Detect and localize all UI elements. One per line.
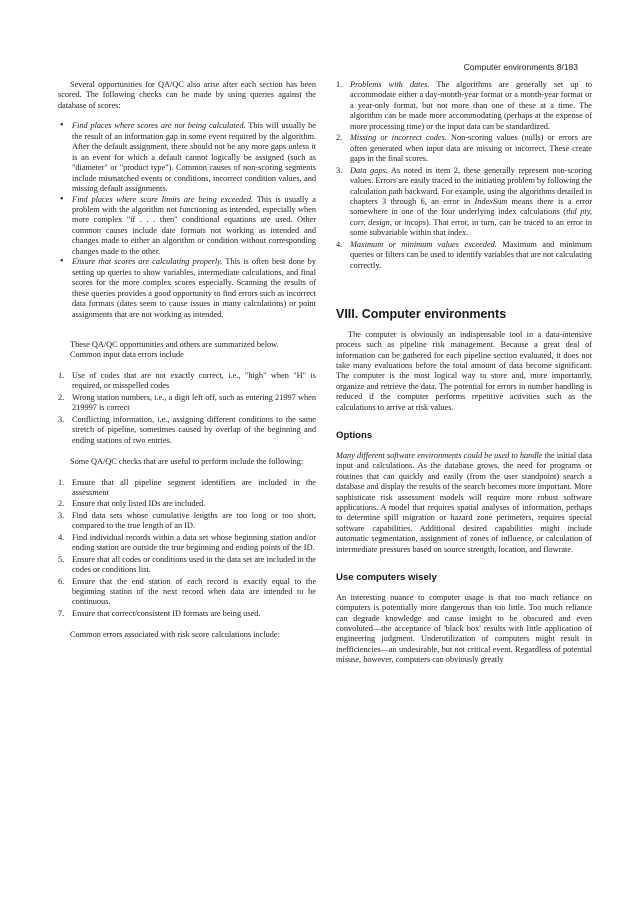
list-item-text: Ensure that all pipeline segment identifiers are included in the assessment xyxy=(72,477,316,497)
item-lead: Missing or incorrect codes. xyxy=(350,133,447,143)
list-item: 2. Wrong station numbers, i.e., a digit left off, such as entering 21997 when 219997 is correct xyxy=(58,392,316,413)
qaqc-bullet-list xyxy=(58,121,316,320)
qaqc-checks-list xyxy=(58,478,316,620)
right-column xyxy=(336,80,592,666)
options-lead: Many different software environments could be used to handle xyxy=(336,450,543,460)
list-item: 2. Ensure that only listed IDs are included. xyxy=(58,499,206,509)
list-item: 3. Conflicting information, i.e., assigning different conditions to the same stretch of pipeline, sometimes caused by overlap of the beginning and ending stations of two entries. xyxy=(58,414,316,445)
item-text: or xyxy=(391,217,405,227)
list-item: 6. Ensure that the end station of each record is exactly equal to the beginning station of the next record when data are intended to be continuous. xyxy=(58,576,316,607)
item-lead: Maximum or minimum values exceeded. xyxy=(350,239,497,249)
intro-paragraph: Several opportunities for QA/QC also arise after each section has been scored. The following checks can be made by using queries against the database of scores: xyxy=(58,80,316,110)
list-item-text: Wrong station numbers, i.e., a digit left off, such as entering 21997 when 219997 is correct xyxy=(72,392,316,413)
list-item: 1. Ensure that all pipeline segment identifiers are included in the assessment xyxy=(58,477,316,497)
item-text: The algorithms are generally set up to accommodate either a day-month-year format or a month-year format or a year-only format, but not more than one of these at a time. The algorithm can be made more accommodating (perhaps at the expense of more processing time) or the input data can be standardized. xyxy=(350,80,592,131)
errors-intro: Common input data errors include xyxy=(70,350,184,360)
closing-paragraph: Common errors associated with risk score calculations include: xyxy=(70,630,280,640)
options-paragraph xyxy=(336,451,592,556)
list-item: 7. Ensure that correct/consistent ID formats are being used. xyxy=(58,608,261,618)
item-lead: Problems with dates. xyxy=(350,80,430,89)
list-item-text: Ensure that only listed IDs are included. xyxy=(72,499,206,509)
item-text: As noted in item 2, these generally represent non-scoring values. Errors are easily traced to the initiating problem by following the calculation path backward. For example, using the algorithms detailed in chapters 3 through 6, an error in xyxy=(350,165,592,206)
item-italic: IndexSum xyxy=(474,196,508,206)
subsection-heading-options: Options xyxy=(336,430,373,442)
bullet-lead: Find places where scores are not being calculated. xyxy=(72,121,246,131)
list-item: 1. Problems with dates. The algorithms are generally set up to accommodate either a day-month-year format or a month-year format or a year-only format, but not more than one of these at a time. The algorithm can be made more accommodating (perhaps at the expense of more processing time) or the input data can be standardized. xyxy=(336,80,592,131)
bullet-text: This is usually a problem with the algorithm not functioning as intended, especially when more complex "if . . . then" conditional equations are used. Other common causes include date formats not working as intended and changes made to either an algorithm or condition without corresponding changes made to the other. xyxy=(72,194,316,256)
running-head: Computer environments 8/183 xyxy=(463,62,578,72)
bullet-text: This is often best done by setting up queries to show variables, intermediate calculations, and final scores for the more complex scores especially. Scanning the results of these queries provides a good opportunity to find errors such as incorrect data formats (dates seem to cause issues in many calculations) or point assignments that are not working as intended. xyxy=(72,257,316,319)
item-italic: thd pty, corr, design, xyxy=(350,207,592,227)
list-item xyxy=(58,121,316,194)
section-heading: VIII. Computer environments xyxy=(336,307,507,322)
calc-errors-list xyxy=(336,80,592,271)
bullet-lead: Ensure that scores are calculating properly. xyxy=(72,257,223,267)
list-item: 4. Maximum or minimum values exceeded. Maximum and minimum queries or filters can be used to identify variables that are not calculating correctly. xyxy=(336,239,592,270)
options-text: the initial data input and calculations. As the database grows, the need for programs or routines that can quickly and easily (from the user standpoint) search a database and display the results of the search becomes more important. More sophisticate risk assessment models will require more robust software applications. A model that requires spatial analyses of information, perhaps to determine spill migration or hazard zone perimeters, requires special software capabilities. Additional desired capabilities might include automatic segmentation, assignment of zones of influence, or calculation of intermediate pressures based on source strength, location, and flowrate. xyxy=(336,450,593,554)
item-text: means there is a error somewhere in one of the four underlying index calculations ( xyxy=(350,196,592,217)
list-item: 4. Find individual records within a data set whose beginning station and/or ending station are outside the true beginning and ending points of the ID. xyxy=(58,532,316,553)
list-item-text: Ensure that correct/consistent ID formats are being used. xyxy=(72,608,261,618)
item-lead: Data gaps. xyxy=(350,165,388,175)
wisely-paragraph: An interesting nuance to computer usage is that too much reliance on computers is potentially more dangerous than too little. Too much reliance can degrade knowledge and cause insight to be obscured and even convoluted—the acceptance of 'black box' results with little application of engineering judgment. Underutilization of computers might result in inefficiencies—an undesirable, but not critical event. Regardless of potential misuse, however, computers can obviously greatly xyxy=(336,592,592,665)
item-text: Maximum and minimum queries or filters can be used to identify variables that are not calculating correctly. xyxy=(350,239,592,270)
list-item: 1. Use of codes that are not exactly correct, i.e., "high" when "H" is required, or misspelled codes xyxy=(58,370,316,391)
list-item: 3. Data gaps. As noted in item 2, these generally represent non-scoring values. Errors are easily traced to the initiating problem by following the calculation path backward. For example, using the algorithms detailed in chapters 3 through 6, an error in IndexSum means there is a error somewhere in one of the four underlying index calculations (thd pty, corr, design, or incops). That error, in turn, can be traced to an error in some subvariable within that index. xyxy=(336,165,592,238)
list-item-text: Find individual records within a data set whose beginning station and/or ending station are outside the true beginning and ending points of the ID. xyxy=(72,532,316,553)
list-item-text: Use of codes that are not exactly correct, i.e., "high" when "H" is required, or misspelled codes xyxy=(72,370,316,391)
item-text: ). That error, in turn, can be traced to an error in some subvariable within that index. xyxy=(350,217,592,238)
list-item xyxy=(58,257,316,320)
list-item: 2. Missing or incorrect codes. Non-scoring values (nulls) or errors are often generated when input data are missing or incorrect. These create gaps in the final scores. xyxy=(336,133,592,164)
item-italic: incops xyxy=(404,217,426,227)
list-item: 3. Find data sets whose cumulative lengths are too long or too short, compared to the true length of an ID. xyxy=(58,510,316,531)
list-item-text: Ensure that all codes or conditions used in the data set are included in the codes or conditions list. xyxy=(72,554,316,575)
section-paragraph: The computer is obviously an indispensable tool in a data-intensive process such as pipeline risk management. Because a great deal of information can be gathered for each pipeline section evaluated, it does not take many evaluations before the total amount of data become significant. The computer is the most logical way to store and, more importantly, organize and retrieve the data. The potential for errors in number handling is reduced if the computer performs repetitive activities such as the calculations to arrive at risk values. xyxy=(336,329,592,412)
list-item xyxy=(58,195,316,258)
list-item-text: Ensure that the end station of each record is exactly equal to the beginning station of the next record when data are intended to be continuous. xyxy=(72,576,316,607)
list-item-text: Conflicting information, i.e., assigning different conditions to the same stretch of pipeline, sometimes caused by overlap of the beginning and ending stations of two entries. xyxy=(72,414,316,445)
subsection-heading-wisely: Use computers wisely xyxy=(336,572,437,584)
input-errors-list xyxy=(58,371,316,446)
summary-paragraph: These QA/QC opportunities and others are summarized below. xyxy=(70,339,279,349)
checks-intro: Some QA/QC checks that are useful to perform include the following: xyxy=(70,457,304,467)
list-item: 5. Ensure that all codes or conditions used in the data set are included in the codes or conditions list. xyxy=(58,554,316,575)
item-text: Non-scoring values (nulls) or errors are often generated when input data are missing or incorrect. These create gaps in the final scores. xyxy=(350,133,592,164)
bullet-lead: Find places where score limits are being exceeded. xyxy=(72,194,254,204)
list-item-text: Find data sets whose cumulative lengths are too long or too short, compared to the true length of an ID. xyxy=(72,510,316,531)
bullet-text: This will usually be the result of an information gap in some event required by the algorithm. After the default assignment, there should not be any more gaps unless it is an event for which a default cannot logically be assigned (such as "diameter" or "product type"). Common causes of non-scoring segments include mismatched events or conditions, incorrect condition values, and missing default assignments. xyxy=(72,121,316,194)
left-column xyxy=(58,80,316,641)
